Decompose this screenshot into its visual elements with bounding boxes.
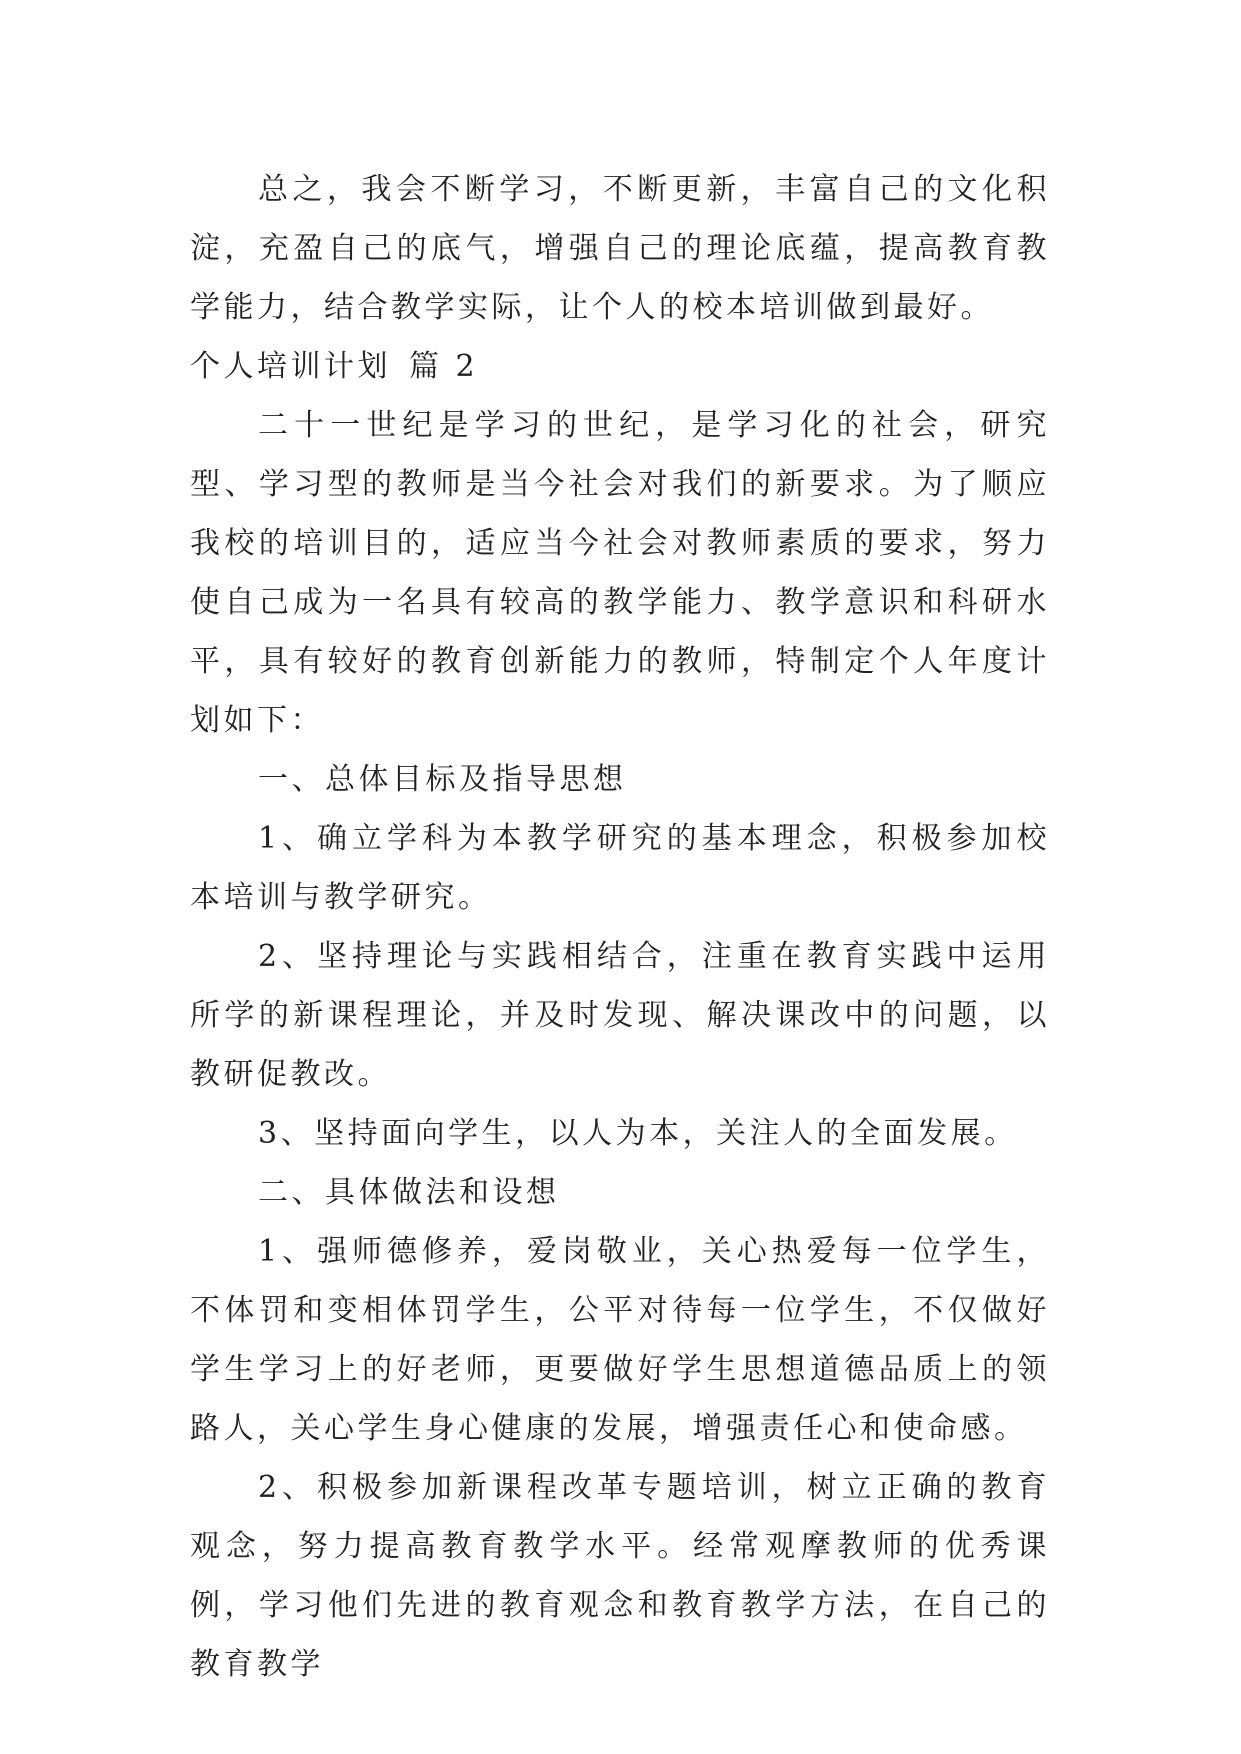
document-body <box>190 160 1050 1694</box>
paragraph-conclusion: 总之，我会不断学习，不断更新，丰富自己的文化积淀，充盈自己的底气，增强自己的理论底蕴，提高教育教学能力，结合教学实际，让个人的校本培训做到最好。 <box>190 172 1050 325</box>
list-item: 2、坚持理论与实践相结合，注重在教育实践中运用所学的新课程理论，并及时发现、解决课改中的问题，以教研促教改。 <box>190 939 1050 1092</box>
heading-title: 个人培训计划 <box>190 349 391 384</box>
list-item: 3、坚持面向学生，以人为本，关注人的全面发展。 <box>258 1116 1018 1151</box>
section-heading <box>190 337 1050 396</box>
list-item: 1、确立学科为本教学研究的基本理念，积极参加校本培训与教学研究。 <box>190 821 1050 915</box>
heading-part: 篇 2 <box>409 349 479 384</box>
list-item: 1、强师德修养，爱岗敬业，关心热爱每一位学生，不体罚和变相体罚学生，公平对待每一位学生，不仅做好学生学习上的好老师，更要做好学生思想道德品质上的领路人，关心学生身心健康的发展，增强责任心和使命感。 <box>190 1234 1050 1446</box>
subsection-title-1: 一、总体目标及指导思想 <box>258 762 627 797</box>
paragraph-intro: 二十一世纪是学习的世纪，是学习化的社会，研究型、学习型的教师是当今社会对我们的新要求。为了顺应我校的培训目的，适应当今社会对教师素质的要求，努力使自己成为一名具有较高的教学能力、教学意识和科研水平，具有较好的教育创新能力的教师，特制定个人年度计划如下： <box>190 408 1050 738</box>
list-item: 2、积极参加新课程改革专题培训，树立正确的教育观念，努力提高教育教学水平。经常观摩教师的优秀课例，学习他们先进的教育观念和教育教学方法，在自己的教育教学 <box>190 1470 1050 1682</box>
subsection-title-2: 二、具体做法和设想 <box>258 1175 560 1210</box>
